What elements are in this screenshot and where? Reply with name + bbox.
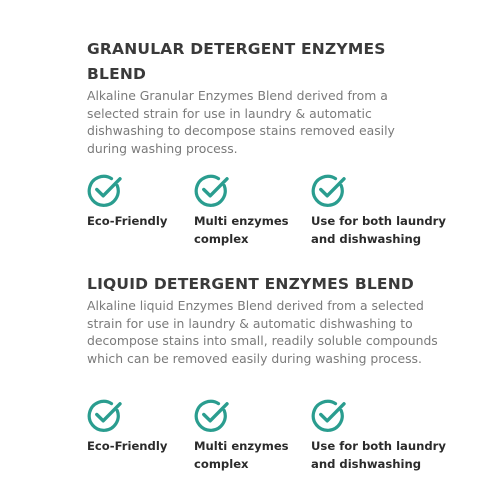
feature-multi-enzymes: [194, 399, 304, 473]
check-circle-icon: [194, 399, 230, 432]
feature-label: Use for both laundry and dishwashing: [311, 214, 446, 246]
feature-label: Use for both laundry and dishwashing: [311, 439, 446, 471]
section-description: Alkaline Granular Enzymes Blend derived from a selected strain for use in laundry & automatic dishwashing to decompose stains removed easily during washing process.: [87, 88, 395, 156]
feature-label: Multi enzymes complex: [194, 439, 289, 471]
feature-multi-enzymes: [194, 174, 304, 248]
feature-eco-friendly: [87, 399, 187, 455]
feature-list: [87, 174, 472, 254]
feature-list: [87, 399, 472, 479]
section-description: Alkaline liquid Enzymes Blend derived from a selected strain for use in laundry & automatic dishwashing to decompose stains into small, readily soluble compounds which can be removed easily during washing process.: [87, 298, 438, 366]
check-circle-icon: [194, 174, 230, 207]
feature-label: Multi enzymes complex: [194, 214, 289, 246]
check-circle-icon: [311, 174, 347, 207]
section-title: LIQUID DETERGENT ENZYMES BLEND: [87, 275, 414, 293]
feature-laundry-dishwashing: [311, 399, 461, 473]
check-circle-icon: [87, 399, 123, 432]
liquid-enzymes-section: [87, 272, 472, 471]
granular-enzymes-section: [87, 37, 472, 246]
feature-laundry-dishwashing: [311, 174, 461, 248]
check-circle-icon: [87, 174, 123, 207]
section-title: GRANULAR DETERGENT ENZYMES BLEND: [87, 40, 386, 83]
feature-label: Eco-Friendly: [87, 214, 168, 228]
feature-label: Eco-Friendly: [87, 439, 168, 453]
feature-eco-friendly: [87, 174, 187, 230]
check-circle-icon: [311, 399, 347, 432]
